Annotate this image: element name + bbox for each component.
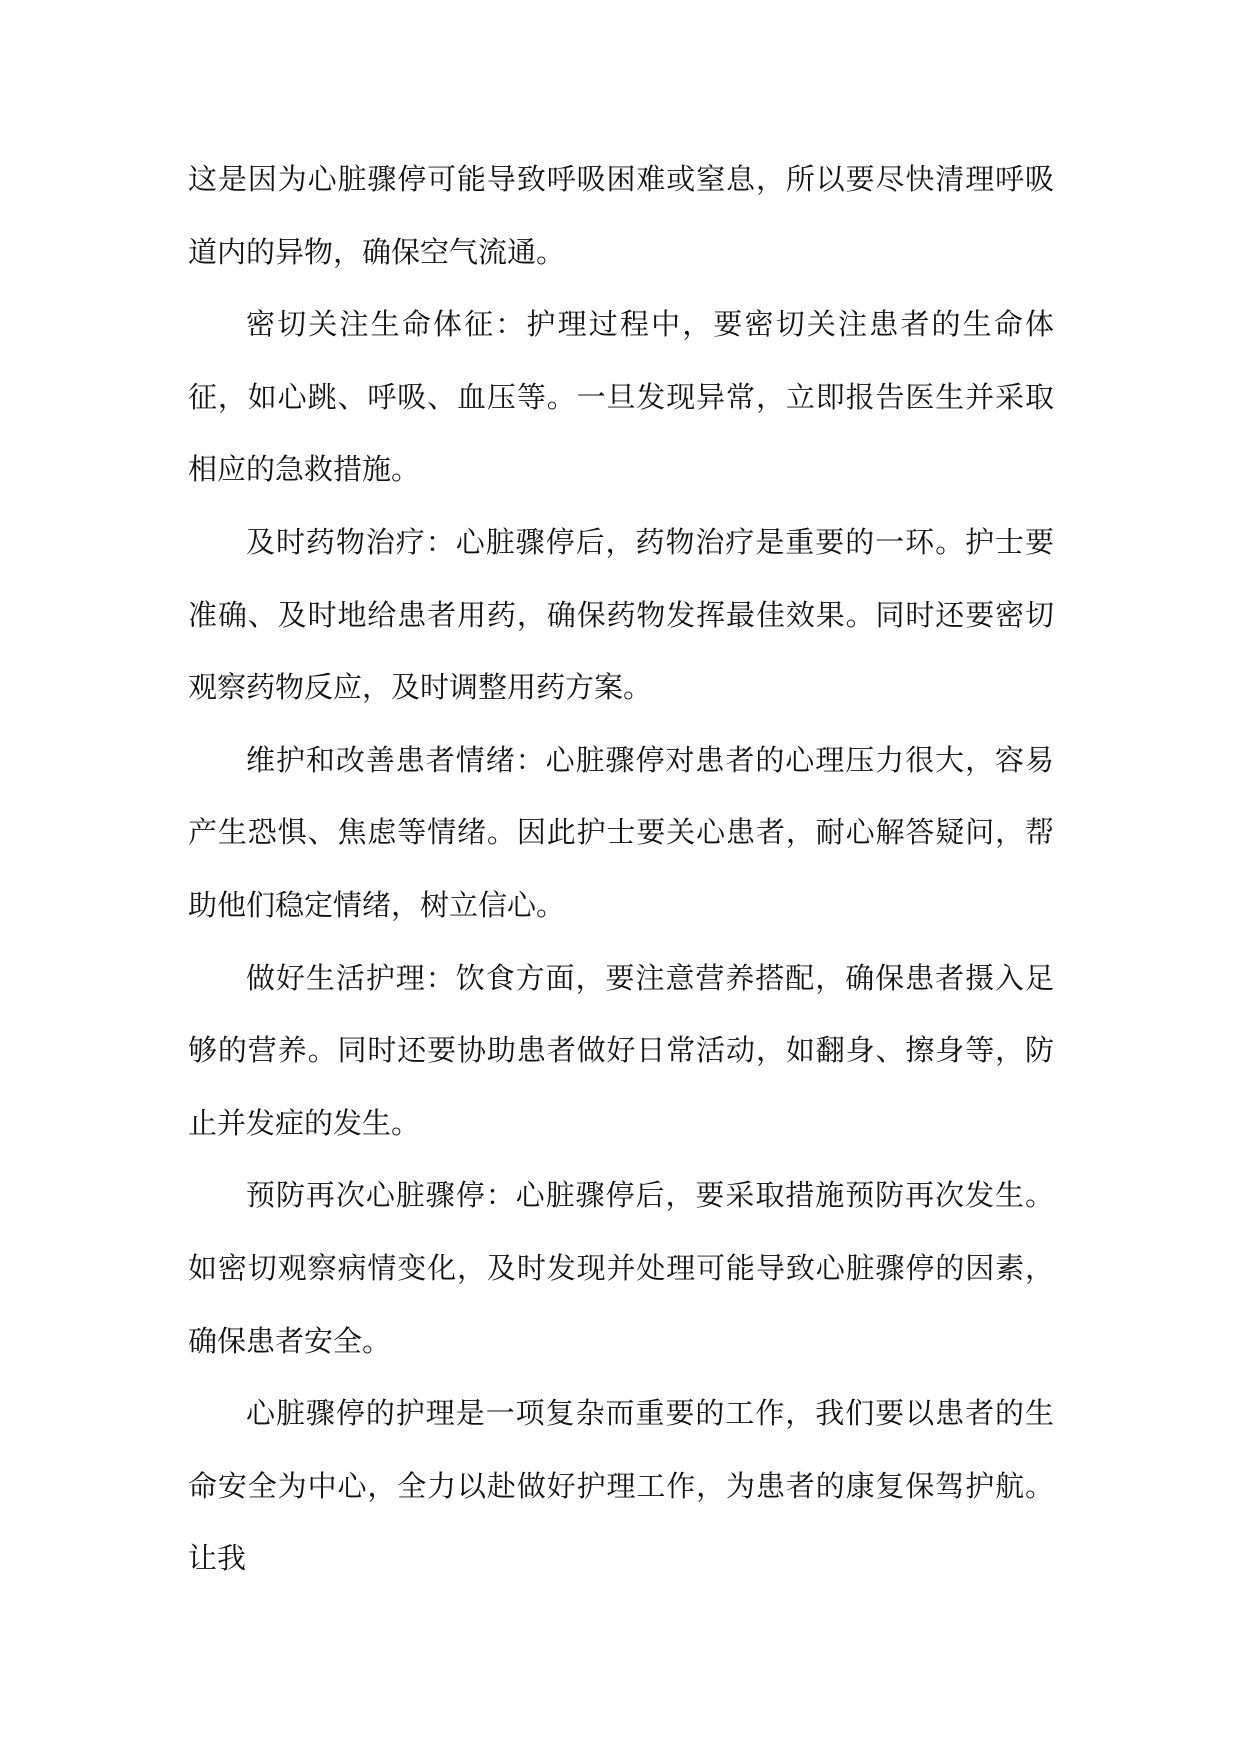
paragraph-2: 密切关注生命体征：护理过程中，要密切关注患者的生命体征，如心跳、呼吸、血压等。一旦发现异常，立即报告医生并采取相应的急救措施。 bbox=[188, 307, 1054, 487]
paragraph-1: 这是因为心脏骤停可能导致呼吸困难或窒息，所以要尽快清理呼吸道内的异物，确保空气流通。 bbox=[188, 162, 1054, 269]
paragraph-7: 心脏骤停的护理是一项复杂而重要的工作，我们要以患者的生命安全为中心，全力以赴做好护理工作，为患者的康复保驾护航。让我 bbox=[188, 1396, 1054, 1576]
document-body bbox=[188, 143, 1054, 1595]
paragraph-4: 维护和改善患者情绪：心脏骤停对患者的心理压力很大，容易产生恐惧、焦虑等情绪。因此护士要关心患者，耐心解答疑问，帮助他们稳定情绪，树立信心。 bbox=[188, 742, 1054, 922]
paragraph-3: 及时药物治疗：心脏骤停后，药物治疗是重要的一环。护士要准确、及时地给患者用药，确保药物发挥最佳效果。同时还要密切观察药物反应，及时调整用药方案。 bbox=[188, 524, 1054, 705]
paragraph-5: 做好生活护理：饮食方面，要注意营养搭配，确保患者摄入足够的营养。同时还要协助患者做好日常活动，如翻身、擦身等，防止并发症的发生。 bbox=[188, 960, 1054, 1140]
paragraph-6: 预防再次心脏骤停：心脏骤停后，要采取措施预防再次发生。如密切观察病情变化，及时发现并处理可能导致心脏骤停的因素，确保患者安全。 bbox=[188, 1178, 1054, 1358]
